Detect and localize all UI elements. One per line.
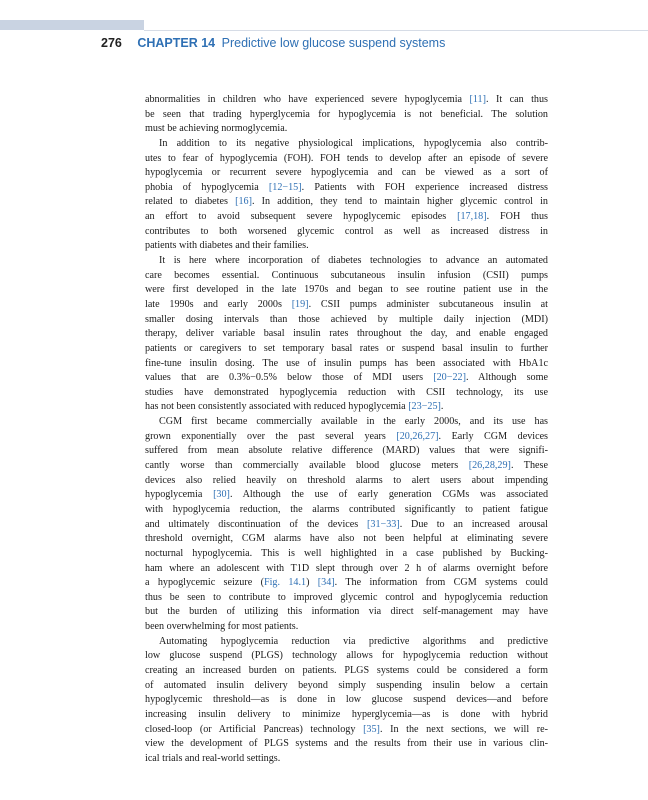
text-line [145, 313, 548, 328]
text-run: It is here where incorporation of diabetes technologies to advance an automated [159, 255, 548, 267]
text-line [145, 239, 548, 254]
citation-link[interactable]: [30] [213, 489, 230, 501]
text-run: . Patients with FOH experience increased distress [301, 181, 548, 193]
text-line [145, 357, 548, 372]
text-run: Automating hypoglycemia reduction via predictive algorithms and predictive [159, 635, 548, 647]
text-run: grown exponentially over the past several years [145, 430, 397, 442]
text-line [145, 269, 548, 284]
text-line [145, 532, 548, 547]
text-line [145, 679, 548, 694]
text-line [145, 430, 548, 445]
paragraph [145, 254, 548, 415]
text-line [145, 371, 548, 386]
text-line [145, 576, 548, 591]
text-run: threshold overnight, CGM alarms have also not been helpful at eliminating severe [145, 533, 548, 545]
text-line [145, 152, 548, 167]
text-line [145, 137, 548, 152]
text-run: studies have demonstrated hypoglycemia reduction with CSII technology, its use [145, 386, 548, 398]
text-line [145, 708, 548, 723]
text-line [145, 298, 548, 313]
text-run: view the development of PLGS systems and the results from their use in various clin- [145, 738, 548, 750]
text-run: hypoglycemic threshold—as is done in low glucose suspend devices—and before [145, 694, 548, 706]
running-header [101, 36, 445, 50]
text-run: contributes to both worsened glycemic control as well as increased distress in [145, 225, 548, 237]
text-run: . These [510, 460, 548, 472]
citation-link[interactable]: [23−25] [408, 401, 441, 413]
text-line [145, 108, 548, 123]
text-run: were first developed in the late 1970s and began to see routine patient use in the [145, 284, 548, 296]
text-run: ) [306, 577, 318, 589]
text-run: devices also relied heavily on threshold alarms to alert users about impending [145, 474, 548, 486]
text-run: and ultimately discontinuation of the devices [145, 518, 368, 530]
citation-link[interactable]: Fig. 14.1 [263, 577, 307, 589]
citation-link[interactable]: [20,26,27] [396, 430, 439, 442]
text-run: related to diabetes [145, 196, 236, 208]
text-line [145, 93, 548, 108]
citation-link[interactable]: [34] [317, 577, 335, 589]
text-run: In addition to its negative physiological implications, hypoglycemia also contrib- [159, 137, 548, 149]
text-line [145, 620, 548, 635]
text-line [145, 181, 548, 196]
text-line [145, 752, 548, 767]
citation-link[interactable]: [26,28,29] [468, 460, 511, 472]
text-run: therapy, deliver variable basal insulin rates throughout the day, and enable engaged [145, 328, 548, 340]
text-line [145, 649, 548, 664]
text-line [145, 664, 548, 679]
text-run: patients or caregivers to set temporary basal rates or suspend basal insulin to further [145, 342, 548, 354]
text-run: hypoglycemia [145, 489, 214, 501]
text-run: low glucose suspend (PLGS) technology allows for hypoglycemia reduction without [145, 650, 548, 662]
text-run: CGM first became commercially available in the early 2000s, and its use has [159, 416, 548, 428]
text-run: . FOH thus [486, 211, 548, 223]
text-line [145, 444, 548, 459]
text-line [145, 488, 548, 503]
text-line [145, 415, 548, 430]
text-line [145, 210, 548, 225]
text-run: a hypoglycemic seizure ( [145, 577, 264, 589]
text-line [145, 283, 548, 298]
text-line [145, 737, 548, 752]
text-run: been overwhelming for most patients. [145, 621, 299, 633]
text-run: care becomes essential. Continuous subcutaneous insulin infusion (CSII) pumps [145, 269, 548, 281]
text-run: . Although the use of early generation CGMs was associated [229, 489, 548, 501]
text-line [145, 166, 548, 181]
paragraph [145, 415, 548, 635]
text-run: . The information from CGM systems could [334, 577, 548, 589]
text-run: utes to fear of hypoglycemia (FOH). FOH tends to develop after an episode of severe [145, 152, 548, 164]
text-run: closed-loop (or Artificial Pancreas) technology [145, 723, 364, 735]
text-line [145, 518, 548, 533]
body-text [145, 93, 548, 766]
text-line [145, 591, 548, 606]
citation-link[interactable]: [11] [469, 94, 486, 105]
citation-link[interactable]: [35] [363, 723, 380, 735]
text-run: . Although some [465, 372, 548, 384]
paragraph [145, 137, 548, 254]
text-line [145, 693, 548, 708]
text-run: of automated insulin delivery beyond simply suspending insulin below a certain [145, 679, 548, 691]
citation-link[interactable]: [20−22] [433, 372, 466, 384]
header-rule [144, 30, 648, 31]
text-run: values that are 0.3%−0.5% below those of MDI users [145, 372, 434, 384]
citation-link[interactable]: [31−33] [367, 518, 400, 530]
text-line [145, 342, 548, 357]
text-run: must be achieving normoglycemia. [145, 123, 288, 135]
text-run: creating an increased burden on patients. PLGS systems could be considered a form [145, 664, 548, 676]
citation-link[interactable]: [16] [235, 196, 252, 208]
text-run: an effort to avoid subsequent severe hypoglycemic episodes [145, 211, 458, 223]
header-accent-bar [0, 20, 144, 30]
text-run: phobia of hypoglycemia [145, 181, 269, 193]
text-run: . CSII pumps administer subcutaneous insulin at [308, 298, 548, 310]
text-line [145, 122, 548, 137]
text-run: late 1990s and early 2000s [145, 298, 292, 310]
text-run: patients with diabetes and their families. [145, 240, 309, 252]
text-run: suffered from mean absolute relative difference (MARD) values that were signifi- [145, 445, 548, 457]
text-line [145, 562, 548, 577]
citation-link[interactable]: [19] [291, 298, 309, 310]
text-line [145, 327, 548, 342]
text-run: with hypoglycemia reduction, the alarms contributed significantly to patient fatigue [145, 503, 548, 515]
text-run: . Early CGM devices [438, 430, 548, 442]
text-line [145, 474, 548, 489]
text-run: . [440, 401, 444, 413]
text-run: hypoglycemia or recurrent severe hypoglycemia and can be viewed as a sort of [145, 167, 548, 179]
text-run: . In addition, they tend to maintain higher glycemic control in [251, 196, 548, 208]
page-number: 276 [101, 36, 122, 50]
text-line [145, 723, 548, 738]
text-line [145, 400, 548, 415]
text-run: . In the next sections, we will re- [379, 723, 548, 735]
text-run: has not been consistently associated with reduced hypoglycemia [145, 401, 409, 413]
text-run: ical trials and real-world settings. [145, 752, 281, 764]
text-run: nocturnal hypoglycemia. This is well highlighted in a case published by Bucking- [145, 547, 548, 559]
text-line [145, 635, 548, 650]
text-line [145, 547, 548, 562]
text-run: increasing insulin delivery to minimize hyperglycemia—as is done with hybrid [145, 708, 548, 720]
text-line [145, 386, 548, 401]
text-run: smaller dosing intervals than those achieved by multiple daily injection (MDI) [145, 313, 548, 325]
chapter-label: CHAPTER 14 [137, 36, 216, 50]
text-line [145, 254, 548, 269]
text-run: abnormalities in children who have experienced severe hypoglycemia [145, 94, 470, 105]
citation-link[interactable]: [17,18] [457, 211, 487, 223]
text-line [145, 195, 548, 210]
text-run: ham where an adolescent with T1D slept through over 2 h of alarms overnight before [145, 562, 548, 574]
paragraph [145, 635, 548, 767]
chapter-title: Predictive low glucose suspend systems [221, 36, 446, 50]
text-run: cantly worse than commercially available blood glucose meters [145, 460, 469, 472]
text-run: . It can thus [485, 94, 548, 105]
text-line [145, 459, 548, 474]
text-line [145, 503, 548, 518]
text-run: . Due to an increased arousal [399, 518, 548, 530]
citation-link[interactable]: [12−15] [268, 181, 302, 193]
text-line [145, 225, 548, 240]
text-run: fine-tune insulin dosing. The use of insulin pumps has been associated with HbA1c [145, 357, 548, 369]
text-run: be seen that trading hyperglycemia for hypoglycemia is not beneficial. The solution [145, 108, 548, 120]
text-run: but the burden of utilizing this information via direct self-management may have [145, 606, 548, 618]
text-line [145, 605, 548, 620]
text-run: thus be seen to contribute to improved glycemic control and hypoglycemia reduction [145, 591, 548, 603]
paragraph [145, 93, 548, 137]
